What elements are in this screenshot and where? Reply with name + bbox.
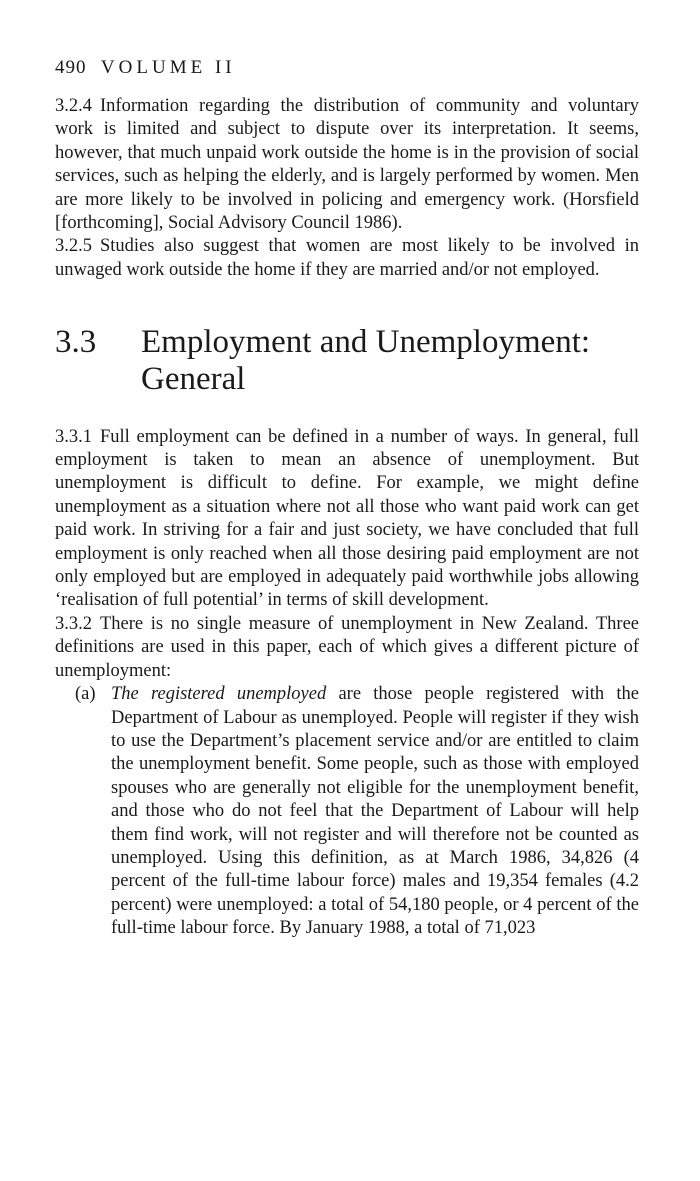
paragraph-3-2-5: [55, 235, 639, 282]
page-number: 490: [55, 57, 87, 78]
paragraph-number: 3.2.4: [55, 96, 92, 116]
paragraph-3-3-2: [55, 613, 639, 683]
list-item: [75, 683, 639, 940]
list-item-body: [111, 683, 639, 940]
section-heading: [55, 324, 639, 398]
section-number: 3.3: [55, 324, 97, 361]
running-head: [55, 57, 639, 79]
paragraph-3-3-1: [55, 426, 639, 613]
definition-list: [55, 683, 639, 940]
paragraph-number: 3.3.2: [55, 613, 92, 634]
list-marker: (a): [75, 684, 96, 705]
paragraph-number: 3.2.5: [55, 236, 92, 257]
section-title: Employment and Unemployment: General: [141, 324, 591, 398]
list-item-text: are those people registered with the Department of Labour as unemployed. People will register if they wish to use the Department’s placement service and/or are entitled to claim the unemployment benefit. Some people, such as those with employed spouses who are generally not eligible for the unemployment benefit, and those who do not feel that the Department of Labour will help them find work, will not register and will therefore not be counted as unemployed. Using this definition, as at March 1986, 34,826 (4 percent of the full-time labour force) males and 19,354 females (4.2 percent) were unemployed: a total of 54,180 people, or 4 percent of the full-time labour force. By January 1988, a total of 71,023: [111, 684, 639, 939]
list-item-term: The registered unemployed: [111, 684, 327, 705]
paragraph-text: There is no single measure of unemployment in New Zealand. Three definitions are used in this paper, each of which gives a different picture of unemployment:: [55, 613, 639, 681]
paragraph-number: 3.3.1: [55, 426, 92, 447]
paragraph-text: Information regarding the distribution of community and voluntary work is limited and subject to dispute over its interpretation. It seems, however, that much unpaid work outside the home is in the provision of social services, such as helping the elderly, and is largely performed by women. Men are more likely to be involved in policing and emergency work. (Horsfield [forthcoming], Social Advisory Council 1986).: [55, 96, 639, 234]
paragraph-text: Full employment can be defined in a number of ways. In general, full employment is taken to mean an absence of unemployment. But unemployment is difficult to define. For example, we might define unemployment as a situation where not all those who want paid work can get paid work. In striving for a fair and just society, we have concluded that full employment is only reached when all those desiring paid employment are not only employed but are employed in adequately paid worthwhile jobs allowing ‘realisation of full potential’ in terms of skill development.: [55, 426, 639, 611]
paragraph-3-2-4: [55, 95, 639, 235]
document-page: [55, 0, 639, 941]
paragraph-text: Studies also suggest that women are most likely to be involved in unwaged work outside the home if they are married and/or not employed.: [55, 236, 639, 280]
volume-label: VOLUME II: [100, 57, 236, 78]
